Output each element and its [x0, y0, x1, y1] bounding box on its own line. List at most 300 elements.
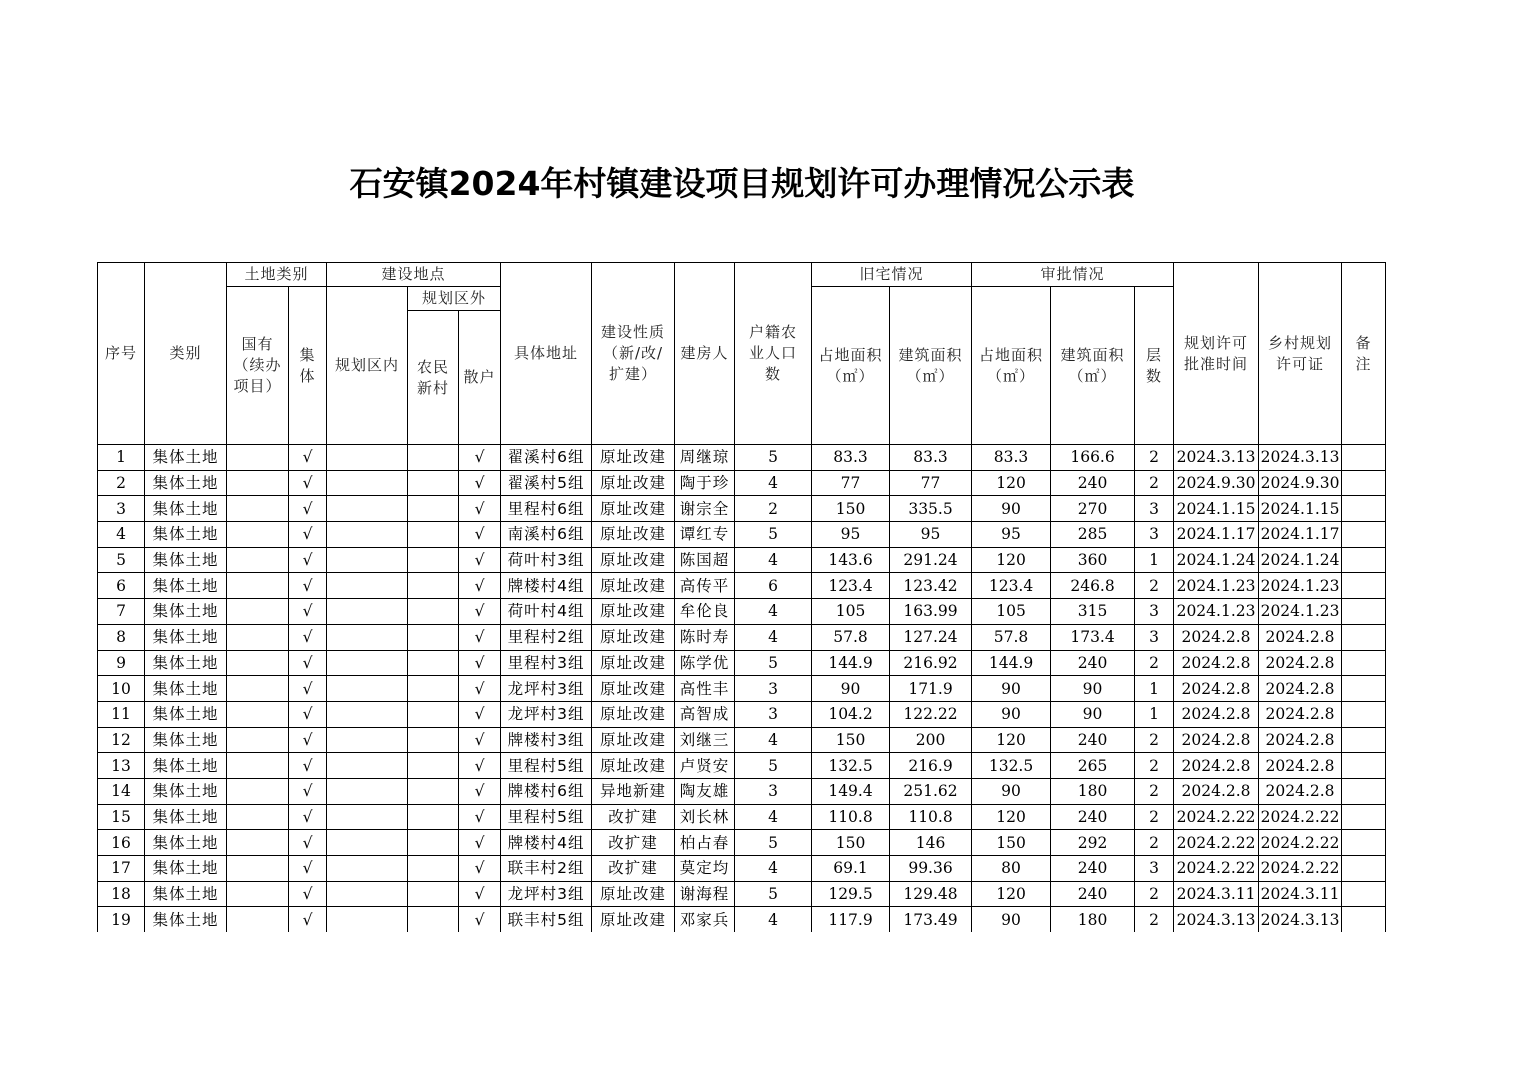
- cell-collective: √: [289, 624, 327, 650]
- cell-appr-land: 90: [972, 778, 1051, 804]
- header-state-owned: 国有（续办项目）: [227, 287, 289, 445]
- cell-nature: 原址改建: [592, 470, 675, 496]
- cell-appr-build: 240: [1051, 881, 1135, 907]
- cell-address: 牌楼村3组: [501, 727, 592, 753]
- cell-collective: √: [289, 753, 327, 779]
- cell-seq: 2: [98, 470, 145, 496]
- cell-scattered: √: [459, 907, 501, 932]
- header-in-plan: 规划区内: [327, 287, 408, 445]
- cell-appr-land: 105: [972, 599, 1051, 625]
- cell-state: [227, 599, 289, 625]
- cell-in-plan: [327, 907, 408, 932]
- table-row: [98, 496, 1386, 522]
- cell-collective: √: [289, 650, 327, 676]
- cell-remarks: [1342, 496, 1386, 522]
- cell-builder: 陶于珍: [675, 470, 735, 496]
- cell-nature: 改扩建: [592, 804, 675, 830]
- cell-permit-time: 2024.3.11: [1174, 881, 1259, 907]
- header-collective: 集体: [289, 287, 327, 445]
- cell-scattered: √: [459, 624, 501, 650]
- cell-in-plan: [327, 624, 408, 650]
- cell-builder: 陈时寿: [675, 624, 735, 650]
- cell-nature: 原址改建: [592, 445, 675, 471]
- cell-address: 翟溪村5组: [501, 470, 592, 496]
- header-old-land-area: 占地面积（㎡）: [812, 287, 890, 445]
- cell-appr-land: 120: [972, 881, 1051, 907]
- cell-permit-cert: 2024.2.8: [1259, 753, 1342, 779]
- cell-pop: 5: [735, 445, 812, 471]
- cell-pop: 2: [735, 496, 812, 522]
- cell-pop: 5: [735, 830, 812, 856]
- header-permit-cert: 乡村规划许可证: [1259, 263, 1342, 445]
- cell-old-build: 335.5: [890, 496, 972, 522]
- cell-old-build: 123.42: [890, 573, 972, 599]
- cell-floors: 2: [1135, 470, 1174, 496]
- cell-floors: 2: [1135, 830, 1174, 856]
- cell-builder: 谢海程: [675, 881, 735, 907]
- cell-floors: 1: [1135, 676, 1174, 702]
- cell-state: [227, 650, 289, 676]
- cell-builder: 牟伦良: [675, 599, 735, 625]
- cell-permit-cert: 2024.1.23: [1259, 573, 1342, 599]
- cell-old-build: 77: [890, 470, 972, 496]
- table-row: [98, 753, 1386, 779]
- cell-nature: 原址改建: [592, 496, 675, 522]
- table-row: [98, 856, 1386, 882]
- cell-permit-time: 2024.1.23: [1174, 599, 1259, 625]
- cell-scattered: √: [459, 778, 501, 804]
- header-out-plan: 规划区外: [408, 287, 501, 311]
- cell-appr-build: 173.4: [1051, 624, 1135, 650]
- cell-address: 牌楼村6组: [501, 778, 592, 804]
- cell-permit-time: 2024.2.22: [1174, 856, 1259, 882]
- cell-pop: 3: [735, 676, 812, 702]
- cell-appr-build: 292: [1051, 830, 1135, 856]
- cell-nature: 改扩建: [592, 856, 675, 882]
- cell-appr-build: 315: [1051, 599, 1135, 625]
- cell-collective: √: [289, 445, 327, 471]
- cell-scattered: √: [459, 650, 501, 676]
- cell-permit-time: 2024.1.24: [1174, 547, 1259, 573]
- cell-floors: 2: [1135, 753, 1174, 779]
- cell-scattered: √: [459, 701, 501, 727]
- cell-collective: √: [289, 830, 327, 856]
- cell-seq: 10: [98, 676, 145, 702]
- cell-old-build: 163.99: [890, 599, 972, 625]
- cell-nature: 原址改建: [592, 573, 675, 599]
- cell-in-plan: [327, 727, 408, 753]
- cell-in-plan: [327, 804, 408, 830]
- table-row: [98, 445, 1386, 471]
- header-appr-land-area: 占地面积（㎡）: [972, 287, 1051, 445]
- cell-old-land: 105: [812, 599, 890, 625]
- cell-pop: 5: [735, 522, 812, 548]
- cell-nature: 改扩建: [592, 830, 675, 856]
- cell-builder: 柏占春: [675, 830, 735, 856]
- cell-permit-cert: 2024.9.30: [1259, 470, 1342, 496]
- cell-permit-cert: 2024.2.8: [1259, 624, 1342, 650]
- cell-old-land: 144.9: [812, 650, 890, 676]
- cell-pop: 3: [735, 701, 812, 727]
- cell-state: [227, 496, 289, 522]
- cell-category: 集体土地: [145, 881, 227, 907]
- cell-old-build: 122.22: [890, 701, 972, 727]
- cell-state: [227, 522, 289, 548]
- cell-address: 联丰村2组: [501, 856, 592, 882]
- cell-in-plan: [327, 470, 408, 496]
- cell-permit-time: 2024.1.15: [1174, 496, 1259, 522]
- cell-old-build: 99.36: [890, 856, 972, 882]
- cell-permit-cert: 2024.2.8: [1259, 701, 1342, 727]
- cell-scattered: √: [459, 830, 501, 856]
- cell-appr-land: 123.4: [972, 573, 1051, 599]
- header-old-build-area: 建筑面积（㎡）: [890, 287, 972, 445]
- cell-scattered: √: [459, 496, 501, 522]
- cell-builder: 谭红专: [675, 522, 735, 548]
- cell-remarks: [1342, 573, 1386, 599]
- cell-in-plan: [327, 881, 408, 907]
- cell-appr-build: 166.6: [1051, 445, 1135, 471]
- cell-scattered: √: [459, 804, 501, 830]
- cell-address: 里程村2组: [501, 624, 592, 650]
- cell-remarks: [1342, 727, 1386, 753]
- cell-new-village: [408, 650, 459, 676]
- cell-seq: 7: [98, 599, 145, 625]
- cell-collective: √: [289, 881, 327, 907]
- cell-appr-land: 144.9: [972, 650, 1051, 676]
- cell-builder: 刘长林: [675, 804, 735, 830]
- cell-nature: 原址改建: [592, 624, 675, 650]
- cell-remarks: [1342, 701, 1386, 727]
- cell-state: [227, 753, 289, 779]
- cell-nature: 原址改建: [592, 881, 675, 907]
- cell-address: 翟溪村6组: [501, 445, 592, 471]
- cell-floors: 3: [1135, 496, 1174, 522]
- cell-old-land: 69.1: [812, 856, 890, 882]
- cell-collective: √: [289, 573, 327, 599]
- cell-floors: 2: [1135, 727, 1174, 753]
- cell-old-land: 129.5: [812, 881, 890, 907]
- cell-category: 集体土地: [145, 676, 227, 702]
- cell-builder: 高传平: [675, 573, 735, 599]
- cell-collective: √: [289, 496, 327, 522]
- cell-old-land: 104.2: [812, 701, 890, 727]
- header-category: 类别: [145, 263, 227, 445]
- cell-collective: √: [289, 470, 327, 496]
- cell-permit-cert: 2024.3.11: [1259, 881, 1342, 907]
- cell-collective: √: [289, 856, 327, 882]
- cell-seq: 9: [98, 650, 145, 676]
- cell-seq: 8: [98, 624, 145, 650]
- cell-pop: 5: [735, 650, 812, 676]
- cell-state: [227, 624, 289, 650]
- cell-remarks: [1342, 830, 1386, 856]
- cell-nature: 原址改建: [592, 907, 675, 932]
- cell-scattered: √: [459, 881, 501, 907]
- cell-remarks: [1342, 547, 1386, 573]
- cell-permit-cert: 2024.2.8: [1259, 778, 1342, 804]
- cell-scattered: √: [459, 522, 501, 548]
- table-row: [98, 778, 1386, 804]
- cell-appr-land: 90: [972, 676, 1051, 702]
- cell-remarks: [1342, 676, 1386, 702]
- table-row: [98, 650, 1386, 676]
- cell-state: [227, 804, 289, 830]
- cell-appr-build: 90: [1051, 676, 1135, 702]
- cell-floors: 2: [1135, 907, 1174, 932]
- cell-state: [227, 445, 289, 471]
- header-old-house: 旧宅情况: [812, 263, 972, 287]
- cell-appr-build: 240: [1051, 856, 1135, 882]
- cell-permit-cert: 2024.1.23: [1259, 599, 1342, 625]
- cell-pop: 4: [735, 856, 812, 882]
- cell-in-plan: [327, 547, 408, 573]
- cell-pop: 4: [735, 624, 812, 650]
- cell-category: 集体土地: [145, 573, 227, 599]
- cell-address: 荷叶村3组: [501, 547, 592, 573]
- cell-seq: 4: [98, 522, 145, 548]
- cell-old-build: 251.62: [890, 778, 972, 804]
- cell-new-village: [408, 496, 459, 522]
- cell-remarks: [1342, 650, 1386, 676]
- cell-old-build: 216.92: [890, 650, 972, 676]
- cell-floors: 1: [1135, 547, 1174, 573]
- cell-old-build: 200: [890, 727, 972, 753]
- cell-appr-build: 240: [1051, 804, 1135, 830]
- cell-new-village: [408, 856, 459, 882]
- cell-appr-land: 90: [972, 701, 1051, 727]
- cell-builder: 陶友雄: [675, 778, 735, 804]
- cell-permit-time: 2024.2.8: [1174, 676, 1259, 702]
- page-title: 石安镇2024年村镇建设项目规划许可办理情况公示表: [349, 164, 1135, 203]
- cell-permit-cert: 2024.1.17: [1259, 522, 1342, 548]
- cell-appr-build: 240: [1051, 727, 1135, 753]
- cell-builder: 高智成: [675, 701, 735, 727]
- cell-old-build: 146: [890, 830, 972, 856]
- cell-permit-time: 2024.2.22: [1174, 830, 1259, 856]
- cell-builder: 邓家兵: [675, 907, 735, 932]
- cell-new-village: [408, 599, 459, 625]
- cell-state: [227, 856, 289, 882]
- cell-state: [227, 778, 289, 804]
- cell-appr-land: 120: [972, 727, 1051, 753]
- header-builder: 建房人: [675, 263, 735, 445]
- cell-new-village: [408, 907, 459, 932]
- cell-floors: 2: [1135, 573, 1174, 599]
- cell-new-village: [408, 727, 459, 753]
- cell-floors: 3: [1135, 599, 1174, 625]
- header-address: 具体地址: [501, 263, 592, 445]
- cell-seq: 14: [98, 778, 145, 804]
- cell-scattered: √: [459, 727, 501, 753]
- cell-category: 集体土地: [145, 830, 227, 856]
- cell-category: 集体土地: [145, 753, 227, 779]
- cell-collective: √: [289, 522, 327, 548]
- table-body: [98, 445, 1386, 933]
- cell-nature: 原址改建: [592, 753, 675, 779]
- cell-permit-time: 2024.1.17: [1174, 522, 1259, 548]
- cell-appr-land: 150: [972, 830, 1051, 856]
- cell-category: 集体土地: [145, 907, 227, 932]
- header-population: 户籍农业人口数: [735, 263, 812, 445]
- cell-collective: √: [289, 778, 327, 804]
- cell-builder: 高性丰: [675, 676, 735, 702]
- cell-category: 集体土地: [145, 778, 227, 804]
- cell-collective: √: [289, 804, 327, 830]
- cell-permit-time: 2024.2.8: [1174, 701, 1259, 727]
- cell-old-land: 132.5: [812, 753, 890, 779]
- cell-remarks: [1342, 778, 1386, 804]
- cell-new-village: [408, 573, 459, 599]
- cell-address: 龙坪村3组: [501, 881, 592, 907]
- cell-old-build: 83.3: [890, 445, 972, 471]
- cell-permit-time: 2024.3.13: [1174, 445, 1259, 471]
- table-row: [98, 804, 1386, 830]
- cell-nature: 原址改建: [592, 547, 675, 573]
- header-seq: 序号: [98, 263, 145, 445]
- cell-appr-build: 270: [1051, 496, 1135, 522]
- permit-table: [97, 262, 1386, 932]
- table-row: [98, 830, 1386, 856]
- cell-appr-build: 180: [1051, 778, 1135, 804]
- cell-category: 集体土地: [145, 599, 227, 625]
- cell-seq: 11: [98, 701, 145, 727]
- cell-permit-cert: 2024.2.8: [1259, 727, 1342, 753]
- cell-remarks: [1342, 856, 1386, 882]
- cell-pop: 4: [735, 470, 812, 496]
- header-location: 建设地点: [327, 263, 501, 287]
- cell-appr-land: 95: [972, 522, 1051, 548]
- cell-in-plan: [327, 599, 408, 625]
- cell-permit-cert: 2024.2.22: [1259, 830, 1342, 856]
- cell-in-plan: [327, 701, 408, 727]
- cell-permit-cert: 2024.2.8: [1259, 650, 1342, 676]
- cell-appr-land: 120: [972, 804, 1051, 830]
- cell-appr-land: 90: [972, 907, 1051, 932]
- cell-appr-land: 90: [972, 496, 1051, 522]
- cell-seq: 1: [98, 445, 145, 471]
- cell-old-build: 173.49: [890, 907, 972, 932]
- cell-permit-time: 2024.1.23: [1174, 573, 1259, 599]
- cell-old-land: 123.4: [812, 573, 890, 599]
- cell-remarks: [1342, 804, 1386, 830]
- cell-seq: 5: [98, 547, 145, 573]
- cell-floors: 2: [1135, 881, 1174, 907]
- cell-address: 牌楼村4组: [501, 830, 592, 856]
- cell-builder: 陈国超: [675, 547, 735, 573]
- header-appr-build-area: 建筑面积（㎡）: [1051, 287, 1135, 445]
- cell-old-land: 143.6: [812, 547, 890, 573]
- cell-permit-time: 2024.2.8: [1174, 778, 1259, 804]
- cell-new-village: [408, 522, 459, 548]
- cell-scattered: √: [459, 676, 501, 702]
- cell-appr-build: 265: [1051, 753, 1135, 779]
- cell-appr-land: 120: [972, 470, 1051, 496]
- cell-remarks: [1342, 445, 1386, 471]
- cell-old-land: 83.3: [812, 445, 890, 471]
- cell-nature: 异地新建: [592, 778, 675, 804]
- cell-collective: √: [289, 599, 327, 625]
- cell-address: 南溪村6组: [501, 522, 592, 548]
- cell-permit-time: 2024.2.8: [1174, 753, 1259, 779]
- cell-builder: 刘继三: [675, 727, 735, 753]
- cell-seq: 17: [98, 856, 145, 882]
- cell-new-village: [408, 778, 459, 804]
- cell-remarks: [1342, 753, 1386, 779]
- cell-old-build: 110.8: [890, 804, 972, 830]
- cell-seq: 19: [98, 907, 145, 932]
- table-row: [98, 701, 1386, 727]
- cell-scattered: √: [459, 445, 501, 471]
- cell-category: 集体土地: [145, 624, 227, 650]
- cell-address: 联丰村5组: [501, 907, 592, 932]
- cell-floors: 1: [1135, 701, 1174, 727]
- cell-in-plan: [327, 650, 408, 676]
- cell-in-plan: [327, 496, 408, 522]
- cell-address: 里程村6组: [501, 496, 592, 522]
- cell-permit-time: 2024.2.8: [1174, 727, 1259, 753]
- table-row: [98, 624, 1386, 650]
- cell-seq: 3: [98, 496, 145, 522]
- cell-appr-land: 80: [972, 856, 1051, 882]
- cell-state: [227, 547, 289, 573]
- cell-old-build: 95: [890, 522, 972, 548]
- cell-remarks: [1342, 881, 1386, 907]
- cell-category: 集体土地: [145, 804, 227, 830]
- cell-collective: √: [289, 547, 327, 573]
- cell-category: 集体土地: [145, 650, 227, 676]
- cell-permit-time: 2024.2.8: [1174, 624, 1259, 650]
- cell-appr-build: 180: [1051, 907, 1135, 932]
- cell-address: 荷叶村4组: [501, 599, 592, 625]
- cell-old-land: 150: [812, 727, 890, 753]
- cell-appr-land: 120: [972, 547, 1051, 573]
- cell-new-village: [408, 830, 459, 856]
- cell-permit-cert: 2024.3.13: [1259, 445, 1342, 471]
- cell-appr-land: 57.8: [972, 624, 1051, 650]
- cell-in-plan: [327, 856, 408, 882]
- cell-pop: 5: [735, 753, 812, 779]
- cell-nature: 原址改建: [592, 650, 675, 676]
- cell-appr-build: 360: [1051, 547, 1135, 573]
- cell-scattered: √: [459, 470, 501, 496]
- cell-category: 集体土地: [145, 701, 227, 727]
- table-row: [98, 881, 1386, 907]
- cell-old-land: 150: [812, 496, 890, 522]
- cell-old-land: 57.8: [812, 624, 890, 650]
- cell-in-plan: [327, 522, 408, 548]
- table-header: [98, 263, 1386, 445]
- cell-category: 集体土地: [145, 496, 227, 522]
- cell-address: 龙坪村3组: [501, 676, 592, 702]
- cell-floors: 2: [1135, 650, 1174, 676]
- cell-new-village: [408, 804, 459, 830]
- cell-state: [227, 881, 289, 907]
- cell-appr-build: 246.8: [1051, 573, 1135, 599]
- cell-old-land: 95: [812, 522, 890, 548]
- header-scattered: 散户: [459, 311, 501, 445]
- cell-appr-land: 132.5: [972, 753, 1051, 779]
- cell-pop: 4: [735, 727, 812, 753]
- cell-seq: 12: [98, 727, 145, 753]
- cell-in-plan: [327, 445, 408, 471]
- cell-address: 牌楼村4组: [501, 573, 592, 599]
- header-floors: 层数: [1135, 287, 1174, 445]
- cell-scattered: √: [459, 599, 501, 625]
- cell-seq: 15: [98, 804, 145, 830]
- cell-collective: √: [289, 727, 327, 753]
- cell-remarks: [1342, 907, 1386, 932]
